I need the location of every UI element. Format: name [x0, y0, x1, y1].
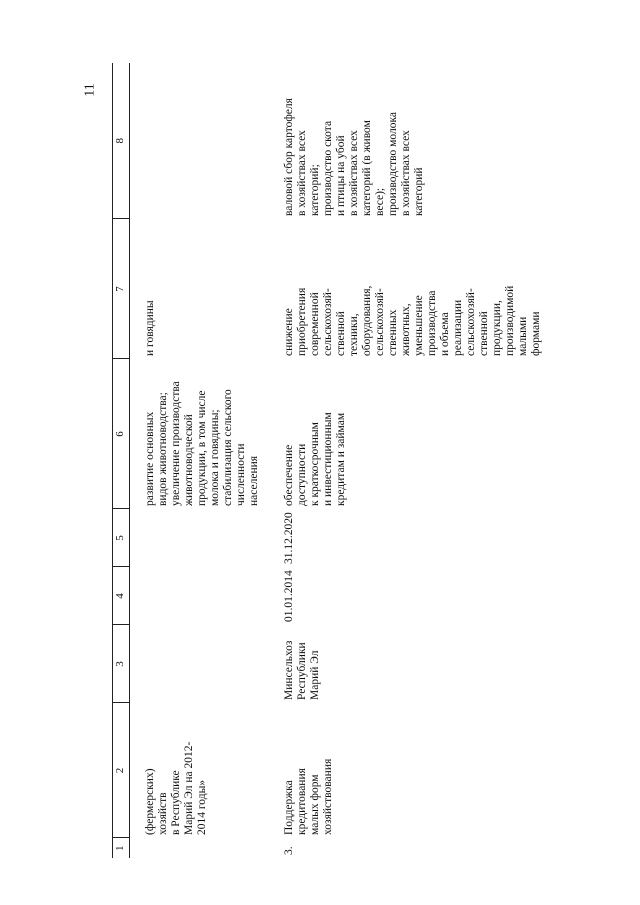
- expected-result: обеспечение доступности к краткосрочным и инвестиционным кредитам и займам: [283, 412, 347, 506]
- responsible-executor: [130, 625, 282, 703]
- consequences: снижение приобретения современной сельскохозяй- ственной техники, оборудования, сельскохозяй- ственных животных, уменьшение производства и объема реализации сельскохозяй- ственной продукции, производимой малыми формами: [283, 285, 542, 356]
- indicators: [130, 63, 282, 219]
- consequences: и говядины: [144, 300, 156, 356]
- indicators: валовой сбор картофеля в хозяйствах всех категорий; производство скота и птицы на убой в хозяйствах всех категорий (в живом весе); производство молока в хозяйствах всех категорий: [283, 98, 425, 216]
- table-header-row: [113, 63, 130, 858]
- start-date: [130, 567, 282, 625]
- end-date: [130, 509, 282, 567]
- responsible-executor: Минсельхоз Республики Марий Эл: [283, 640, 321, 700]
- header-cell: 2: [113, 703, 130, 838]
- page-number: 11: [82, 83, 98, 97]
- header-cell: 7: [113, 219, 130, 359]
- program-name: (фермерских) хозяйств в Республике Марий Эл на 2012- 2014 годы»: [144, 741, 208, 835]
- program-table: [112, 63, 545, 858]
- row-number: [130, 838, 282, 858]
- program-name: Поддержка кредитования малых форм хозяйствования: [283, 758, 334, 835]
- header-cell: 3: [113, 625, 130, 703]
- header-cell: 5: [113, 509, 130, 567]
- end-date: 31.12.2020: [283, 512, 295, 564]
- header-cell: 8: [113, 63, 130, 219]
- expected-result: развитие основных видов животноводства; увеличение производства животноводческой продукции, в том числе молока и говядины; стабилизация сельского численности населения: [144, 381, 260, 506]
- start-date: 01.01.2014: [283, 570, 295, 622]
- table-row: [281, 63, 545, 858]
- header-cell: 4: [113, 567, 130, 625]
- row-number: 3.: [283, 846, 295, 855]
- table-row: [130, 63, 282, 858]
- header-cell: 6: [113, 359, 130, 509]
- rotated-table-container: [112, 63, 542, 858]
- header-cell: 1: [113, 838, 130, 858]
